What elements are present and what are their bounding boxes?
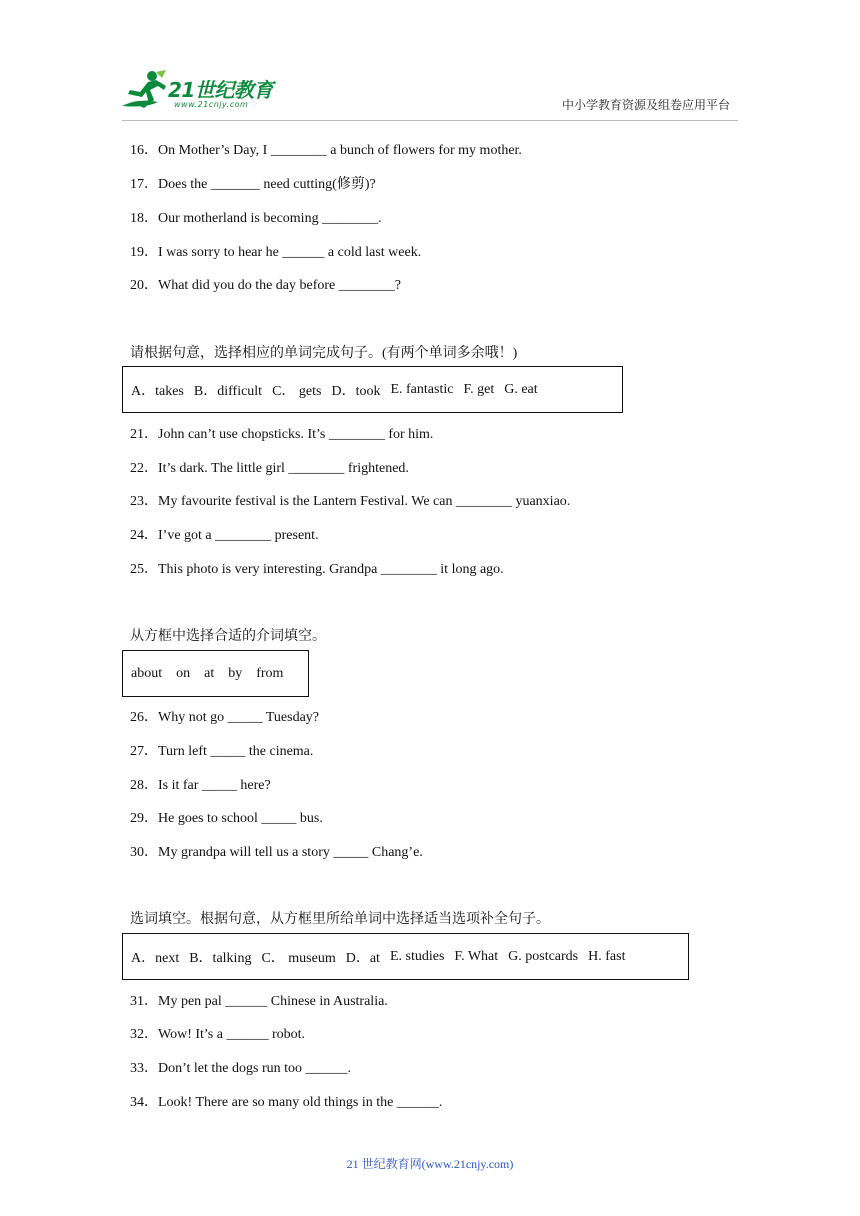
option: about [131, 665, 163, 681]
question-21: 21．John can’t use chopsticks. It’s ________ for him. [130, 427, 434, 442]
question-30: 30．My grandpa will tell us a story _____ Chang’e. [130, 845, 423, 860]
option: F. get [463, 381, 495, 397]
option: A．next [131, 950, 180, 966]
question-23: 23．My favourite festival is the Lantern Festival. We can ________ yuanxiao. [130, 494, 571, 509]
option: B．difficult [193, 383, 263, 399]
question-34: 34．Look! There are so many old things in the ______. [130, 1095, 443, 1110]
question-24: 24．I’ve got a ________ present. [130, 528, 319, 543]
question-19: 19．I was sorry to hear he ______ a cold last week. [130, 245, 422, 260]
option: G. eat [504, 381, 538, 397]
option: on [176, 665, 191, 681]
question-31: 31．My pen pal ______ Chinese in Australia. [130, 994, 388, 1009]
question-26: 26．Why not go _____ Tuesday? [130, 710, 319, 725]
option: D．at [345, 950, 380, 966]
option: B．talking [189, 950, 252, 966]
option: A．takes [131, 383, 184, 399]
option: H. fast [588, 948, 626, 964]
word-bank-box-2 [122, 366, 623, 413]
header-divider [122, 120, 738, 121]
logo-url: www.21cnjy.com [174, 100, 249, 109]
option: G. postcards [508, 948, 579, 964]
question-18: 18．Our motherland is becoming ________. [130, 211, 382, 226]
option: C． museum [261, 950, 336, 966]
option: by [228, 665, 243, 681]
option: at [204, 665, 215, 681]
question-17: 17．Does the _______ need cutting(修剪)? [130, 177, 376, 192]
option: C． gets [272, 383, 322, 399]
word-bank-box-4 [122, 933, 689, 980]
question-28: 28．Is it far _____ here? [130, 778, 271, 793]
runner-logo-icon [118, 68, 174, 112]
option: F. What [454, 948, 499, 964]
footer-link[interactable]: 21 世纪教育网(www.21cnjy.com) [346, 1157, 514, 1171]
page-header [0, 0, 860, 125]
section-4-instruction: 选词填空。根据句意，从方框里所给单词中选择适当选项补全句子。 [130, 912, 550, 927]
section-2-instruction: 请根据句意，选择相应的单词完成句子。(有两个单词多余哦！) [130, 346, 518, 361]
option: E. studies [389, 948, 445, 964]
section-3-instruction: 从方框中选择合适的介词填空。 [130, 629, 326, 644]
platform-title: 中小学教育资源及组卷应用平台 [561, 98, 730, 112]
question-20: 20．What did you do the day before ________? [130, 278, 401, 293]
question-29: 29．He goes to school _____ bus. [130, 811, 323, 826]
question-25: 25．This photo is very interesting. Grandpa ________ it long ago. [130, 562, 504, 577]
option: E. fantastic [390, 381, 454, 397]
question-22: 22．It’s dark. The little girl ________ frightened. [130, 461, 409, 476]
logo [118, 68, 293, 116]
question-33: 33．Don’t let the dogs run too ______. [130, 1061, 352, 1076]
logo-text: 21世纪教育 [168, 78, 273, 102]
question-16: 16．On Mother’s Day, I ________ a bunch of flowers for my mother. [130, 143, 522, 158]
question-32: 32．Wow! It’s a ______ robot. [130, 1027, 306, 1042]
question-27: 27．Turn left _____ the cinema. [130, 744, 314, 759]
option: D．took [331, 383, 381, 399]
word-bank-box-3 [122, 650, 309, 697]
option: from [256, 665, 284, 681]
